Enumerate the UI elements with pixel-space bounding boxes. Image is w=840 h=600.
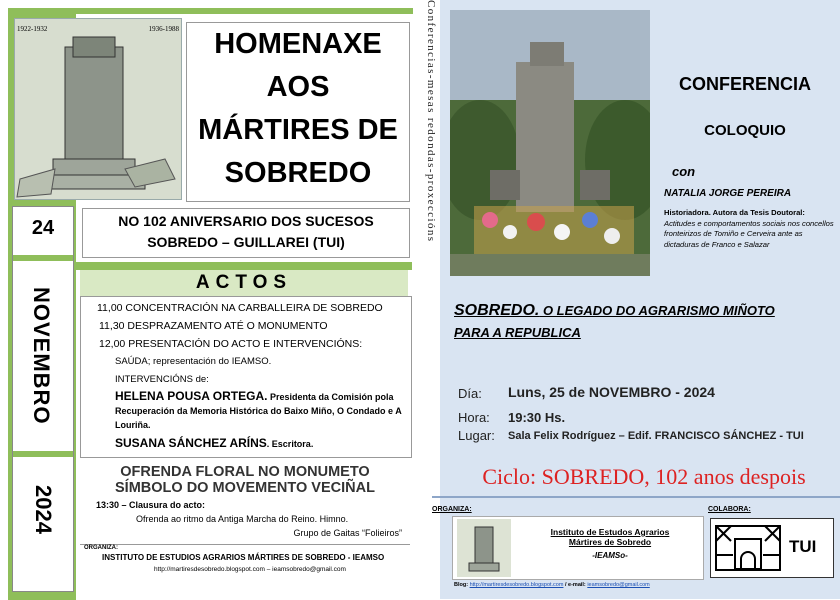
tui-text: TUI [789,537,817,556]
green-frame-top [8,8,413,14]
title-line: SOBREDO [224,157,372,189]
green-frame-band [76,262,412,270]
colabora-label: COLABORA: [708,506,751,513]
organiza-label-right: ORGANIZA: [432,506,472,513]
monument-photo [450,10,650,276]
date-month: NOVEMBRO [29,287,54,425]
program-item: 12,00 PRESENTACIÓN DO ACTO E INTERVENCIÓNS: [99,338,363,350]
colloquium-heading: COLOQUIO [704,122,786,139]
organizer-name: INSTITUTO DE ESTUDIOS AGRARIOS MÁRTIRES DE SOBREDO - IEAMSO [102,553,385,562]
talk-title [454,300,834,344]
year-range-left: 1922-1932 [17,25,48,33]
institute-acronym: -IEAMSo- [592,551,628,560]
ofrenda-heading [80,464,410,498]
title-line: AOS [266,71,330,103]
closing-section [80,498,410,542]
tui-coat-of-arms-icon [715,525,781,571]
speaker-1-role: Presidenta da Comisión pola Recuperación da Memoria Histórica do Baixo Miño, O Condado e A Louriña. [115,392,402,430]
blog-label: Blog: [454,582,469,588]
speaker-name: NATALIA JORGE PEREIRA [664,188,792,199]
talk-title-rest: O LEGADO DO AGRARISMO MIÑOTO [539,303,775,318]
divider-label: Conferencias-mesas redondas-proxeccións [425,0,437,243]
program-item: 11,00 CONCENTRACIÓN NA CARBALLEIRA DE SOBREDO [97,302,383,314]
blog-link-right[interactable]: http://martiresdesobredo.blogspot.com [469,582,564,588]
place-value: Sala Felix Rodríguez – Edif. FRANCISCO SÁNCHEZ - TUI [508,430,804,442]
with-label: con [672,164,696,179]
contact-separator: – [264,566,273,573]
talk-title-main: SOBREDO. [454,302,540,319]
bio-intro: Historiadora. Autora da Tesis Doutoral: [664,208,805,217]
main-title [186,22,410,202]
speaker-1 [81,389,411,432]
day-label: Día: [458,386,482,401]
talk-title-line [454,300,834,322]
anniversary-line: NO 102 ANIVERSARIO DOS SUCESOS [118,213,374,229]
year-range-right: 1936-1988 [148,25,179,33]
email-link-right[interactable]: ieamsobredo@gmail.com [587,582,650,588]
institute-name-line1: Instituto de Estudos Agrarios [550,527,670,537]
anniversary-box [82,208,410,258]
place-label: Lugar: [458,428,495,443]
monument-sketch-image [14,18,182,200]
footer-divider [432,496,840,498]
program-item: 11,30 DESPRAZAMENTO ATÉ O MONUMENTO [99,320,328,332]
speaker-1-name: HELENA POUSA ORTEGA. [115,389,268,403]
conference-heading: CONFERENCIA [678,74,811,94]
email-label: / e-mail: [564,582,586,588]
ofrenda-line: OFRENDA FLORAL NO MONUMETO [120,464,370,480]
ofrenda-line: SÍMBOLO DO MOVEMENTO VECIÑAL [115,480,375,496]
email-link[interactable]: ieamsobredo@gmail.com [272,566,346,573]
time-label: Hora: [458,410,490,425]
date-day: 24 [31,217,55,239]
closing-line: 13:30 – Clausura do acto: [96,500,206,510]
greeting-line [81,353,411,371]
date-block [12,206,74,592]
greeting-text: representación do IEAMSO. [150,356,272,367]
speaker-2-name: SUSANA SÁNCHEZ ARÍNS [115,436,267,450]
institute-contact [454,582,650,588]
speaker-bio [664,208,834,250]
speaker-2-role: . Escritora. [266,439,314,449]
organizer-footer-left [80,544,410,595]
organizer-contact [80,566,410,573]
title-line: HOMENAXE [214,28,382,60]
date-year: 2024 [31,485,56,534]
thesis-title: Actitudes e comportamentos sociais nos concellos fronteirizos de Tomiño e Cerveira ante as dictaduras de Franco e Salazar [664,218,834,249]
actos-heading: ACTOS [195,272,293,293]
time-value: 19:30 Hs. [508,410,566,425]
anniversary-line: SOBREDO – GUILLAREI (TUI) [147,234,345,250]
closing-line: Ofrenda ao ritmo da Antiga Marcha do Reino. Himno. [136,514,349,524]
interventions-label: INTERVENCIÓNS de: [115,374,209,385]
organiza-label: ORGANIZA: [84,545,118,551]
greeting-label: SAÚDA; [115,356,151,367]
tui-logo [710,518,834,578]
cycle-title: Ciclo: SOBREDO, 102 anos despois [482,464,806,489]
organizer-footer-right [432,502,840,599]
closing-line: Grupo de Gaitas “Folieiros” [293,528,402,538]
title-line: MÁRTIRES DE [198,114,398,146]
talk-title-line2: PARA A REPUBLICA [454,325,581,340]
institute-logo-image [457,519,511,577]
actos-heading-band [80,270,408,296]
institute-name-line2: Mártires de Sobredo [568,537,652,547]
institute-card [452,516,704,580]
vertical-divider-text [422,0,440,490]
day-value: Luns, 25 de NOVEMBRO - 2024 [508,384,715,400]
blog-link[interactable]: http://martiresdesobredo.blogspot.com [154,566,265,573]
speaker-2 [81,434,411,453]
date-divider [13,255,73,261]
program-box [80,296,412,458]
date-divider [13,451,73,457]
